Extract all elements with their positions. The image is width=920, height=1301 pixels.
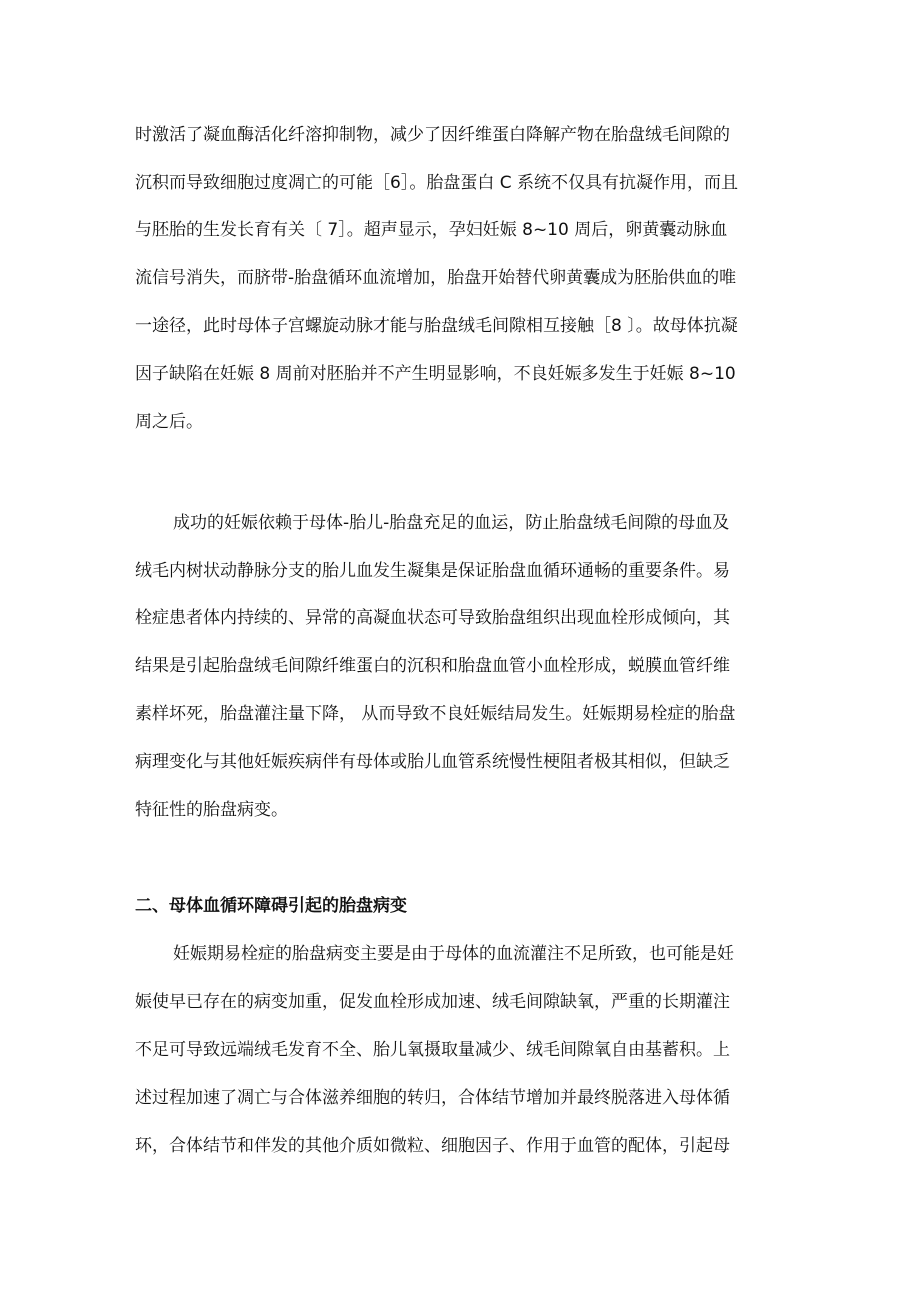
paragraph-1-line-1: 时激活了凝血酶活化纤溶抑制物，减少了因纤维蛋白降解产物在胎盘绒毛间隙的 — [135, 125, 730, 145]
paragraph-3-line-1: 妊娠期易栓症的胎盘病变主要是由于母体的血流灌注不足所致，也可能是妊 — [173, 944, 734, 964]
paragraph-1-line-7: 周之后。 — [135, 412, 203, 432]
paragraph-2-line-7: 特征性的胎盘病变。 — [135, 800, 288, 820]
paragraph-3-line-3: 不足可导致远端绒毛发育不全、胎儿氧摄取量减少、绒毛间隙氧自由基蓄积。上 — [135, 1040, 730, 1060]
paragraph-2-line-4: 结果是引起胎盘绒毛间隙纤维蛋白的沉积和胎盘血管小血栓形成，蜕膜血管纤维 — [135, 656, 730, 676]
paragraph-1-line-2: 沉积而导致细胞过度凋亡的可能［6］。胎盘蛋白 C 系统不仅具有抗凝作用，而且 — [135, 173, 738, 193]
paragraph-2-line-2: 绒毛内树状动静脉分支的胎儿血发生凝集是保证胎盘血循环通畅的重要条件。易 — [135, 561, 730, 581]
paragraph-2-line-3: 栓症患者体内持续的、异常的高凝血状态可导致胎盘组织出现血栓形成倾向，其 — [135, 608, 730, 628]
paragraph-1-line-4: 流信号消失，而脐带-胎盘循环血流增加，胎盘开始替代卵黄囊成为胚胎供血的唯 — [135, 268, 737, 288]
paragraph-1-line-3: 与胚胎的生发长育有关〔 7］。超声显示，孕妇妊娠 8~10 周后，卵黄囊动脉血 — [135, 220, 728, 240]
paragraph-2-line-5: 素样坏死，胎盘灌注量下降， 从而导致不良妊娠结局发生。妊娠期易栓症的胎盘 — [135, 704, 736, 724]
paragraph-2-line-1: 成功的妊娠依赖于母体-胎儿-胎盘充足的血运，防止胎盘绒毛间隙的母血及 — [173, 513, 730, 533]
paragraph-3-line-5: 环，合体结节和伴发的其他介质如微粒、细胞因子、作用于血管的配体，引起母 — [135, 1136, 730, 1156]
paragraph-2-line-6: 病理变化与其他妊娠疾病伴有母体或胎儿血管系统慢性梗阻者极其相似，但缺乏 — [135, 752, 730, 772]
paragraph-1-line-6: 因子缺陷在妊娠 8 周前对胚胎并不产生明显影响，不良妊娠多发生于妊娠 8~10 — [135, 364, 736, 384]
section-heading: 二、母体血循环障碍引起的胎盘病变 — [135, 896, 407, 916]
paragraph-3-line-4: 述过程加速了凋亡与合体滋养细胞的转归，合体结节增加并最终脱落进入母体循 — [135, 1088, 730, 1108]
paragraph-3-line-2: 娠使早已存在的病变加重，促发血栓形成加速、绒毛间隙缺氧，严重的长期灌注 — [135, 992, 730, 1012]
paragraph-1-line-5: 一途径，此时母体子宫螺旋动脉才能与胎盘绒毛间隙相互接触［8 〕。故母体抗凝 — [135, 316, 738, 336]
